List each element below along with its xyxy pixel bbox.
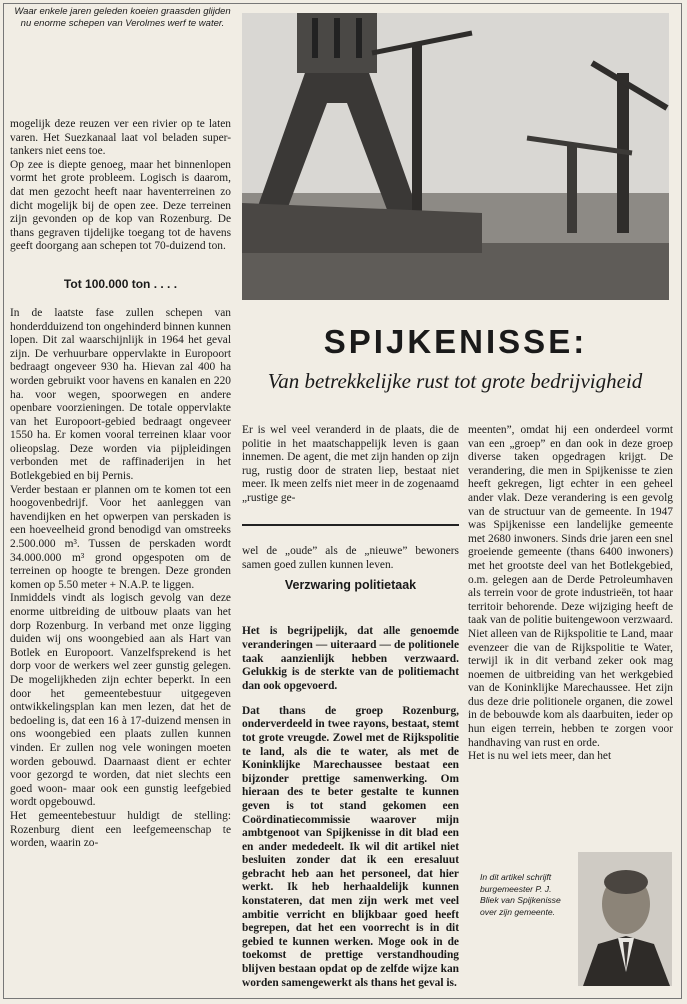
portrait-photo (578, 852, 672, 986)
paragraph: Verder bestaan er plannen om te komen tot een hoogovenbedrijf. Voor het aanleggen van havendijken en het opwerpen van perskaden is een hoeveelheid grond benodigd van omstreeks 2.500.000 m³. Tussen de perskaden wordt 34.000.000 m³ grond opgespoten om de terreinen op hoogte te brengen. Deze gronden komen op 5.50 meter + N.A.P. te liggen. (10, 483, 231, 591)
subheadline: Van betrekkelijke rust tot grote bedrijvigheid (267, 369, 643, 393)
paragraph: Er is wel veel veranderd in de plaats, die de politie in het maatschappelijk leven is gaan innemen. De agent, die met zijn handen op zijn rug, rustig door de straten liep, bestaat niet meer. Ik meen zelfs niet meer in de zogenaamd „rustige ge- (242, 424, 459, 504)
paragraph: Het is begrijpelijk, dat alle genoemde veranderingen — uiteraard — de politionele taak aanzienlijk hebben verzwaard. Gelukkig is de sterkte van de politiemacht dan ook opgevoerd. (242, 625, 459, 692)
headline: SPIJKENISSE: (323, 323, 588, 360)
paragraph: Inmiddels vindt als logisch gevolg van deze enorme uitbreiding de uitbouw plaats van het dorp Rozenburg. In verband met onze ligging duiden wij ons woongebied aan als Hart van Botlek en Europoort. Vanzelfsprekend is het dorp voor de werkers wel zeer gunstig gelegen. De mogelijkheden zijn echter beperkt. In een door het gemeentebestuur uitgegeven ontwikkelingsplan kan men lezen, dat het de bedoeling is, dat een 16 à 17-duizend mensen in ons woongebied een plaats zullen kunnen vinden. Er zullen nog vele woningen moeten worden gebouwd. Daarnaast dient er echter voor gezorgd te worden, dat niet slechts een goed woon- maar ook een gunstig leefgebied wordt opgebouwd. (10, 592, 231, 809)
paragraph: mogelijk deze reuzen ver een rivier op te laten varen. Het Suezkanaal laat vol beladen super-tankers niet eens toe. (10, 118, 231, 158)
section-heading: Verzwaring politietaak (284, 578, 417, 592)
column-2-bold-text (242, 614, 459, 1002)
paragraph: Het is nu wel iets meer, dan het (468, 750, 612, 763)
column-2-middle (242, 534, 459, 584)
column-3 (468, 424, 673, 764)
shipyard-cranes-photo (242, 13, 669, 300)
portrait-caption: In dit artikel schrijft burgemeester P. J. Bliek van Spijkenisse over zijn gemeente. (480, 872, 561, 917)
paragraph: wel de „oude” als de „nieuwe” bewoners samen goed zullen kunnen leven. (242, 545, 459, 571)
column-1 (10, 118, 231, 851)
section-heading: Tot 100.000 ton . . . . (63, 276, 178, 291)
photo-caption-top: Waar enkele jaren geleden koeien graasden glijden nu enorme schepen van Verolmes werf te water. (14, 6, 231, 29)
paragraph: In de laatste fase zullen schepen van honderdduizend ton ongehinderd binnen kunnen lopen. Dit zal waarschijnlijk in 1964 het geval zijn. De verhuurbare oppervlakte in Europoort bedraagt ongeveer 930 ha. Hievan zal 400 ha worden gebruikt voor havens en kanalen en 220 ha. voor wegen, spoorwegen en andere openbare voorzieningen. De totale oppervlakte van het Europoort-gebied bedraagt ongeveer 1550 ha. Er komen vooral terreinen klaar voor olieopslag. Deze worden via pijpleidingen verbonden met de raffinaderijen in het Botlekgebied en bij Pernis. (10, 306, 231, 483)
divider (242, 524, 459, 526)
paragraph: Dat thans de groep Rozenburg, onderverdeeld in twee rayons, bestaat, stemt tot grote vreugde. Zowel met de Rijkspolitie te land, als die te water, als met de Koninklijke Marechaussee bestaat een bijzonder prettige samenwerking. Om hieraan des te beter gestalte te kunnen geven is tot stand gekomen een Coördinatiecommissie waarover mijn ambtgenoot van Spijkenisse in dit blad een en ander mededeelt. Ik wil dit artikel niet besluiten zonder dat ik een eresaluut gebracht heb aan het personeel, dat hier werkt. Ik heb herhaaldelijk kunnen konstateren, dat men zijn werk met veel ambitie verricht en blijkbaar goed heeft begrepen, dat het een voorrecht is in dit gebied te kunnen werken. Moge ook in de toekomst de prettige verstandhouding blijven bestaan opdat op de zelfde wijze kan worden samengewerkt als thans het geval is. (242, 704, 459, 989)
paragraph: Het gemeentebestuur huldigt de stelling: Rozenburg dient een leefgemeenschap te worden, waarin zo- (10, 809, 231, 850)
paragraph: meenten”, omdat hij een onderdeel vormt van een „groep” en dan ook in deze groep diverse taken opgedragen krijgt. De verandering, die men in Spijkenisse te zien heeft gekregen, ligt echter in een geheel ander vlak. Deze verandering is een gevolg van de structuur van de gemeente. In 1947 was Spijkenisse een landelijke gemeente met 2680 inwoners. Sinds drie jaren een snel groeiende gemeente (thans 6400 inwoners) met het grootste deel van het Botlekgebied, o.m. gelegen aan de Derde Petroleumhaven als terrein voor de grote industrieën, tot haar territoir behorende. Deze wijziging heeft de taak van de politie buitengewoon verzwaard. Niet alleen van de Rijkspolitie te Land, maar evenzeer die van de Rijkspolitie te Water, terwijl ik in dit verband zeker ook mag noemen de uitbreiding van het werkgebied van de Koninklijke Marechaussee. Het zijn dus deze drie politionele organen, die zowel in de bebouwde kom als daarbuiten, ieder op hun eigen terrein, hebben te zorgen voor handhaving van rust en orde. (468, 424, 673, 749)
paragraph: Op zee is diepte genoeg, maar het binnenlopen vormt het grote probleem. Logisch is daarom, dat men gezocht heeft naar haventerreinen zo dicht mogelijk bij de open zee. Deze terreinen zijn gevonden op de kop van Rozenburg. De thans gegraven tijdelijke toegang tot de havens geeft doorgang aan schepen tot 70-duizend ton. (10, 158, 231, 253)
column-2-top (242, 424, 459, 506)
